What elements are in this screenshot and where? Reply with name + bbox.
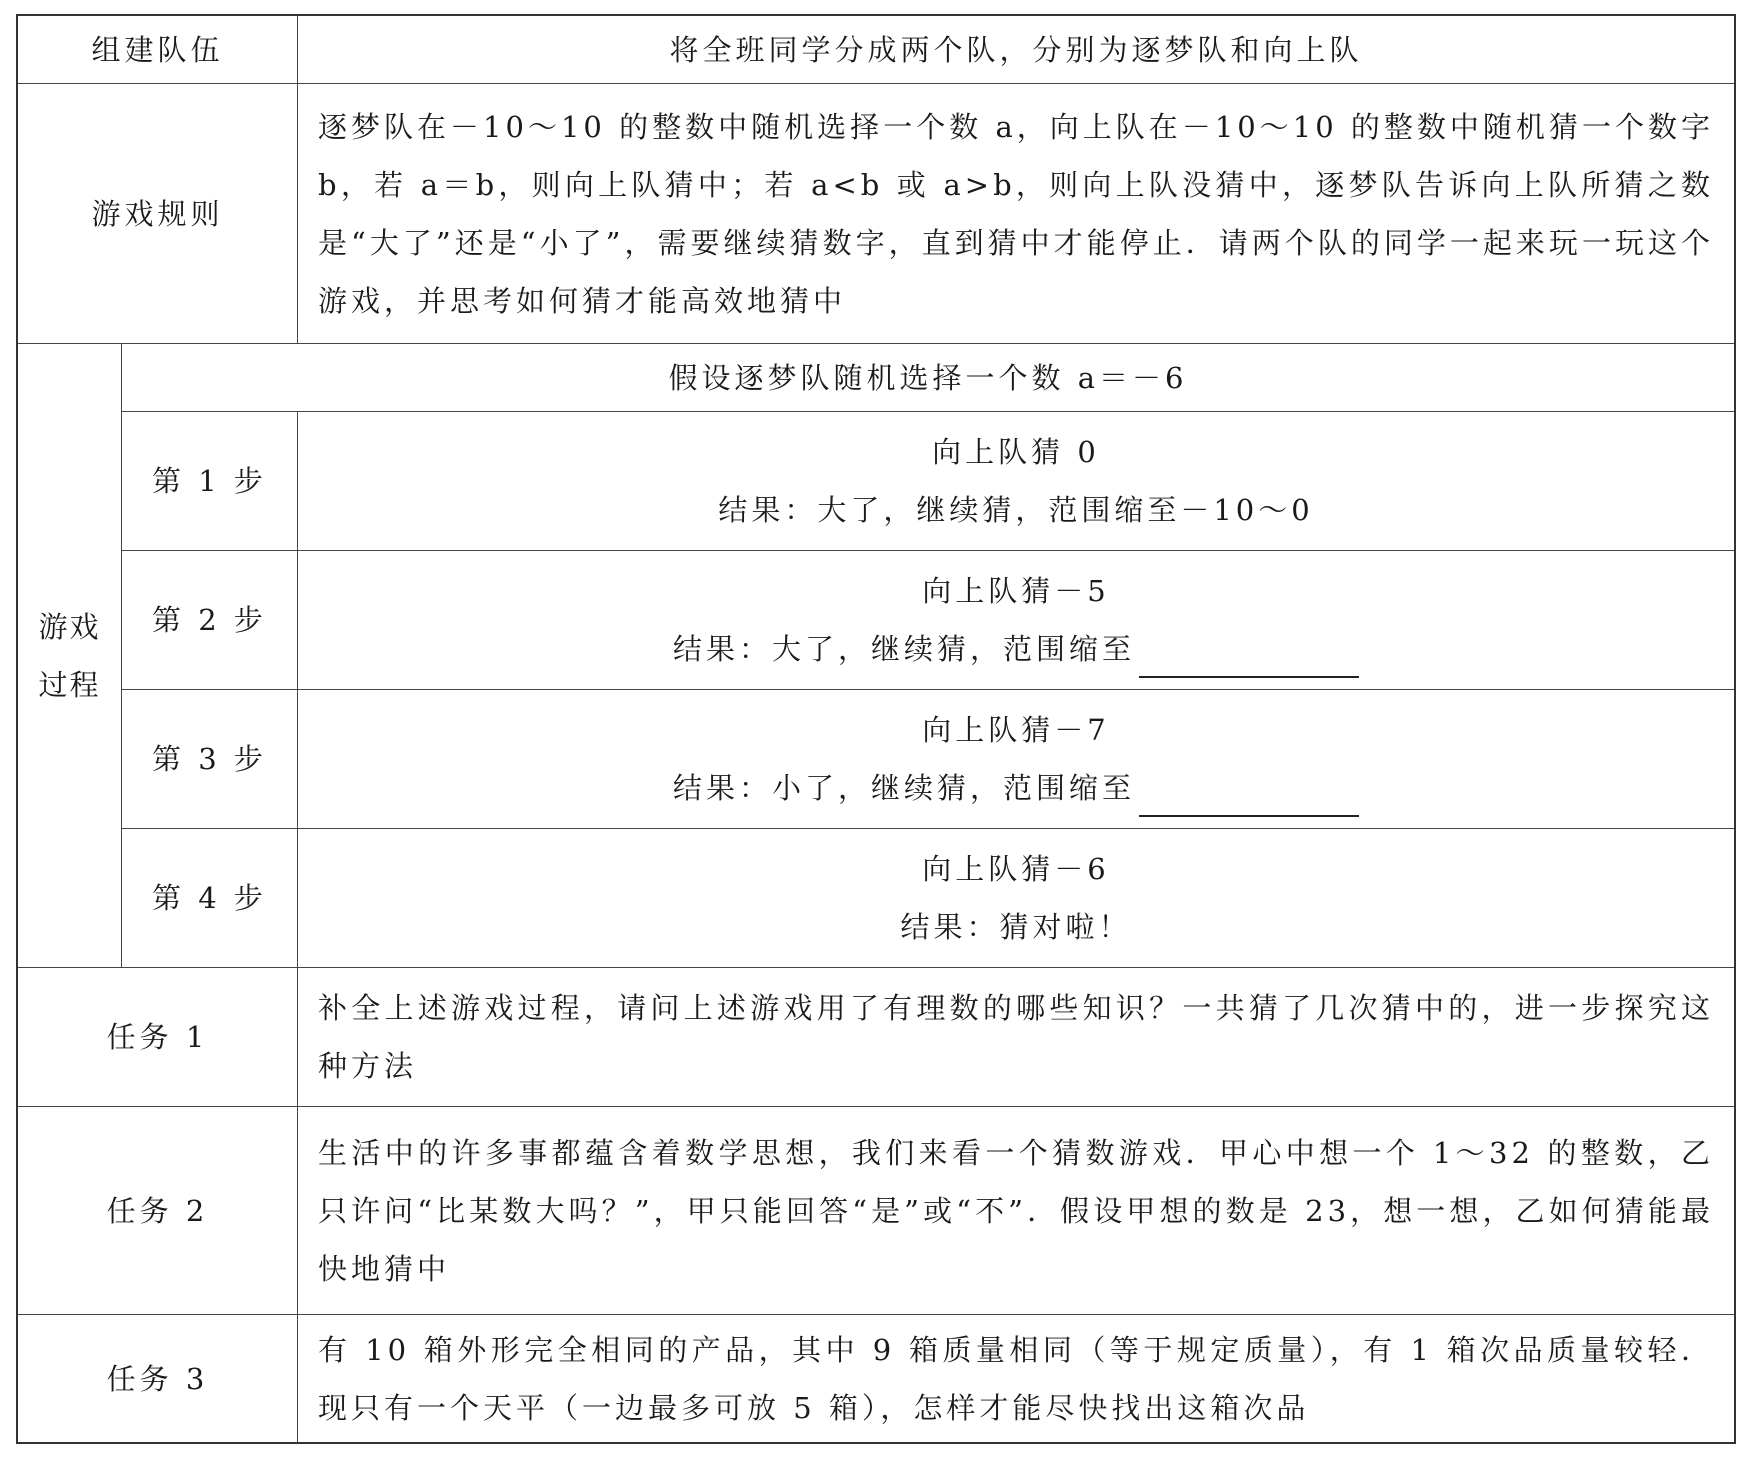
step-3-label: 第 3 步 [152, 742, 267, 776]
team-label: 组建队伍 [91, 32, 224, 67]
task-1-content-cell [298, 968, 1734, 1107]
step-2-label: 第 2 步 [152, 603, 267, 637]
step-3-content-cell [298, 690, 1734, 829]
rules-content-cell [298, 84, 1734, 344]
team-content-cell [298, 16, 1734, 84]
task-3-content: 有 10 箱外形完全相同的产品，其中 9 箱质量相同（等于规定质量），有 1 箱次品质量较轻．现只有一个天平（一边最多可放 5 箱），怎样才能尽快找出这箱次品 [318, 1332, 1714, 1425]
task-2-label: 任务 2 [106, 1193, 209, 1228]
step-2-answer-blank[interactable] [1139, 642, 1359, 678]
step-1-content-cell [298, 412, 1734, 551]
task-3-content-cell [298, 1315, 1734, 1442]
worksheet-table [16, 14, 1736, 1444]
task-3-label: 任务 3 [106, 1361, 209, 1396]
step-2-label-cell [122, 551, 298, 690]
step-1-label-cell [122, 412, 298, 551]
task-2-label-cell [18, 1107, 298, 1315]
step-4-label-cell [122, 829, 298, 968]
task-2-content-cell [298, 1107, 1734, 1315]
step-1-result: 结果：大了，继续猜，范围缩至－10～0 [718, 493, 1314, 527]
step-4-content-cell [298, 829, 1734, 968]
task-2-content: 生活中的许多事都蕴含着数学思想，我们来看一个猜数游戏．甲心中想一个 1～32 的整数，乙只许问“比某数大吗？”，甲只能回答“是”或“不”．假设甲想的数是 23，想一想，乙如何猜能最快地猜中 [318, 1135, 1714, 1286]
task-3-label-cell [18, 1315, 298, 1442]
step-3-result-line [673, 759, 1359, 817]
step-2-guess: 向上队猜－5 [922, 574, 1110, 608]
task-1-label-cell [18, 968, 298, 1107]
step-2-result-line [673, 620, 1359, 678]
step-3-guess: 向上队猜－7 [922, 713, 1110, 747]
step-3-result: 结果：小了，继续猜，范围缩至 [672, 771, 1135, 805]
task-1-label: 任务 1 [106, 1020, 209, 1054]
rules-label: 游戏规则 [91, 196, 224, 231]
assumption-text: 假设逐梦队随机选择一个数 a＝－6 [668, 360, 1188, 395]
step-4-label: 第 4 步 [152, 881, 267, 915]
process-label-cell [18, 344, 122, 968]
step-2-result: 结果：大了，继续猜，范围缩至 [672, 632, 1135, 666]
assumption-cell [122, 344, 1734, 412]
step-3-answer-blank[interactable] [1139, 781, 1359, 817]
step-3-label-cell [122, 690, 298, 829]
rules-content: 逐梦队在－10～10 的整数中随机选择一个数 a，向上队在－10～10 的整数中随机猜一个数字 b，若 a＝b，则向上队猜中；若 a<b 或 a>b，则向上队没猜中，逐梦队告诉向上队所猜之数是“大了”还是“小了”，需要继续猜数字，直到猜中才能停止．请两个队的同学一起来玩一玩这个游戏，并思考如何猜才能高效地猜中 [318, 109, 1714, 318]
step-1-guess: 向上队猜 0 [932, 435, 1100, 469]
rules-label-cell [18, 84, 298, 344]
step-4-guess: 向上队猜－6 [922, 852, 1110, 886]
team-label-cell [18, 16, 298, 84]
process-label-line2: 过程 [38, 667, 101, 702]
step-1-label: 第 1 步 [152, 464, 267, 498]
team-content: 将全班同学分成两个队，分别为逐梦队和向上队 [669, 32, 1363, 67]
task-1-content: 补全上述游戏过程，请问上述游戏用了有理数的哪些知识？一共猜了几次猜中的，进一步探究这种方法 [318, 991, 1714, 1083]
step-4-result: 结果：猜对啦！ [900, 910, 1132, 944]
step-2-content-cell [298, 551, 1734, 690]
process-label-line1: 游戏 [38, 609, 101, 644]
